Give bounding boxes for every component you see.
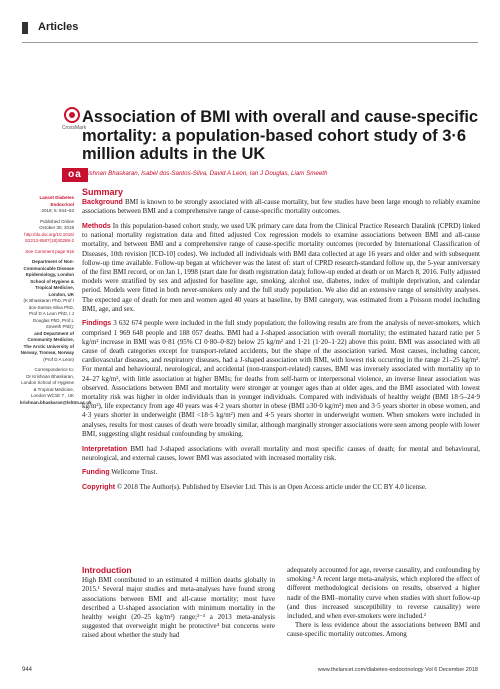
findings-label: Findings (82, 320, 112, 328)
abstract-methods (82, 222, 480, 314)
affiliation-1-people: (K Bhaskaran PhD, Prof I dos-Santos-Silva PhD, Prof D A Leon PhD, I J Douglas PhD, Prof L Smeeth PhD); (23, 298, 74, 329)
methods-label: Methods (82, 222, 111, 230)
header-divider (22, 42, 478, 43)
crossmark-badge[interactable] (61, 107, 87, 135)
abstract-funding (82, 468, 480, 477)
footer-citation: www.thelancet.com/diabetes-endocrinology Vol 6 December 2018 (317, 667, 478, 673)
journal-name: Lancet Diabetes Endocrinol (39, 195, 74, 207)
background-label: Background (82, 199, 123, 206)
correspondence-address: Dr Krishnan Bhaskaran, London School of Hygiene & Tropical Medicine, London WC1E 7 , UK (21, 373, 74, 398)
see-comment-link[interactable]: See Comment page 916 (25, 248, 74, 254)
abstract-background (82, 198, 480, 216)
crossmark-icon (64, 107, 80, 123)
abstract-findings (82, 319, 480, 439)
affiliation-1: Department of Non-Communicable Disease Epidemiology, London School of Hygiene & Tropical Medicine, London, UK (23, 259, 74, 297)
correspondence-label: Correspondence to: (34, 367, 74, 372)
methods-text: In this population-based cohort study, we used UK primary care data from the Clinical Practice Research Datalink (CPRD) linked to national mortality registration data and fitted adjusted Cox regression models to examine associations between BMI and all-cause mortality, and between BMI and a comprehensive range of cause-specific mortality outcomes (recorded by International Classification of Diseases, 10th revision [ICD-10] codes). We included all individuals with BMI data collected at age 16 years and older and with subsequent follow-up time available. Follow-up began at whichever was the latest of: start of CPRD research-standard follow up, the 5-year anniversary of the first BMI record, or on Jan 1, 1998 (start date for death registration data); follow-up ended at death or on March 8, 2016. Fully adjusted models were stratified by sex and adjusted for baseline age, smoking, alcohol use, diabetes, index of multiple deprivation, and calendar period. Models were fitted in both never-smokers only and the full study population. We also did an extensive range of sensitivity analyses. The expected age of death for men and women aged 40 years at baseline, by BMI category, was estimated from a Poisson model including BMI, age, and sex. (82, 221, 480, 313)
findings-text: 3 632 674 people were included in the full study population; the following results are from the analysis of never-smokers, which comprised 1 969 648 people and 188 057 deaths. BMI had a J-shaped association with overall mortality; the estimated hazard ratio per 5 kg/m² increase in BMI was 0·81 (95% CI 0·80–0·82) below 25 kg/m² and 1·21 (1·20–1·22) above this point. BMI was associated with all cause of death categories except for transport-related accidents, but the shape of the association varied. Most causes, including cancer, cardiovascular diseases, and respiratory diseases, had a J-shaped association with BMI, with lowest risk occurring in the range 21–25 kg/m². For mental and behavioural, neurological, and accidental (non-transport-related) causes, BMI was inversely associated with mortality up to 24–27 kg/m², with little association at higher BMIs; for deaths from self-harm or interpersonal violence, an inverse linear association was observed. Associations between BMI and mortality were stronger at younger ages than at older ages, and the BMI associated with lowest mortality risk was higher in older individuals than in younger individuals. Compared with individuals of healthy weight (BMI 18·5–24·9 kg/m²), life expectancy from age 40 years was 4·2 years shorter in obese (BMI ≥30·0 kg/m²) men and 3·5 years shorter in obese women, and 4·3 years shorter in underweight (BMI <18·5 kg/m²) men and 4·5 years shorter in underweight women. When smokers were included in analyses, results for most causes of death were broadly similar, although marginally stronger associations were seen among people with lower BMI, suggesting slight residual confounding by smoking. (82, 319, 480, 438)
article-title: Association of BMI with overall and cause-specific mortality: a population-based cohort study of 3·6 million adults in the UK (82, 108, 479, 163)
article-sidebar (20, 195, 92, 406)
interpretation-text: BMI had J-shaped associations with overall mortality and most specific causes of death; for mental and behavioural, neurological, and external causes, lower BMI was associated with increased mortality risk. (82, 444, 480, 462)
copyright-text: © 2018 The Author(s). Published by Elsevier Ltd. This is an Open Access article under the CC BY 4.0 license. (116, 483, 427, 492)
introduction-heading: Introduction (82, 565, 132, 575)
crossmark-label: CrossMark (61, 125, 87, 131)
page-number: 944 (22, 667, 33, 673)
correspondence-email[interactable]: krishnan.bhaskaran@lshtm.ac.uk (20, 399, 92, 405)
open-access-badge: oa (62, 168, 88, 182)
section-label: Articles (38, 21, 79, 33)
section-marker (22, 22, 28, 34)
abstract-interpretation (82, 445, 480, 463)
intro-paragraph-1: High BMI contributed to an estimated 4 million deaths globally in 2015.¹ Several major studies and meta-analyses have found strong associations between BMI and all-cause mortality; most have described a U-shaped association with minimum mortality in the healthy weight (20–25 kg/m²) range;²⁻³ a 2013 meta-analysis suggested that overweight might be protective⁴ but concerns were raised about whether the study had (82, 576, 275, 640)
published-date: October 30, 2018 (39, 225, 74, 230)
funding-text: Wellcome Trust. (111, 468, 158, 477)
body-column-left (82, 566, 275, 641)
doi-link-part2[interactable]: S2213-8587(18)30288-2 (24, 238, 74, 243)
body-columns (82, 566, 480, 641)
funding-label: Funding (82, 469, 110, 477)
published-label: Published Online (39, 218, 74, 224)
abstract (82, 198, 480, 498)
affiliation-2-people: (Prof D A Leon) (43, 356, 74, 362)
background-text: BMI is known to be strongly associated with all-cause mortality, but few studies have been large enough to reliably examine associations between BMI and a comprehensive range of cause-specific mortality outcomes. (82, 198, 480, 216)
author-list: Krishnan Bhaskaran, Isabel dos-Santos-Silva, David A Leon, Ian J Douglas, Liam Smeeth (82, 170, 328, 177)
summary-heading: Summary (82, 187, 124, 197)
interpretation-label: Interpretation (82, 445, 128, 453)
copyright-label: Copyright (82, 484, 116, 492)
body-column-right (287, 566, 480, 641)
abstract-copyright (82, 483, 480, 492)
affiliation-2: and Department of Community Medicine, The Arctic University of Norway, Tromsø, Norway (20, 330, 74, 355)
intro-paragraph-2: adequately accounted for age, reverse causality, and confounding by smoking.⁵ A recent large meta-analysis, which explored the effect of different methodological decisions on results, observed a higher nadir of the BMI–mortality curve when studies with short follow-up (and thus increased susceptibility to reverse causality) were included, and when ever-smokers were included.² (287, 566, 480, 621)
journal-volume: 2018; 6: 944–53 (41, 208, 74, 213)
intro-paragraph-3: There is less evidence about the associations between BMI and cause-specific mortality outcomes. Among (287, 621, 480, 639)
doi-link-part1[interactable]: http://dx.doi.org/10.1016/ (24, 231, 74, 237)
